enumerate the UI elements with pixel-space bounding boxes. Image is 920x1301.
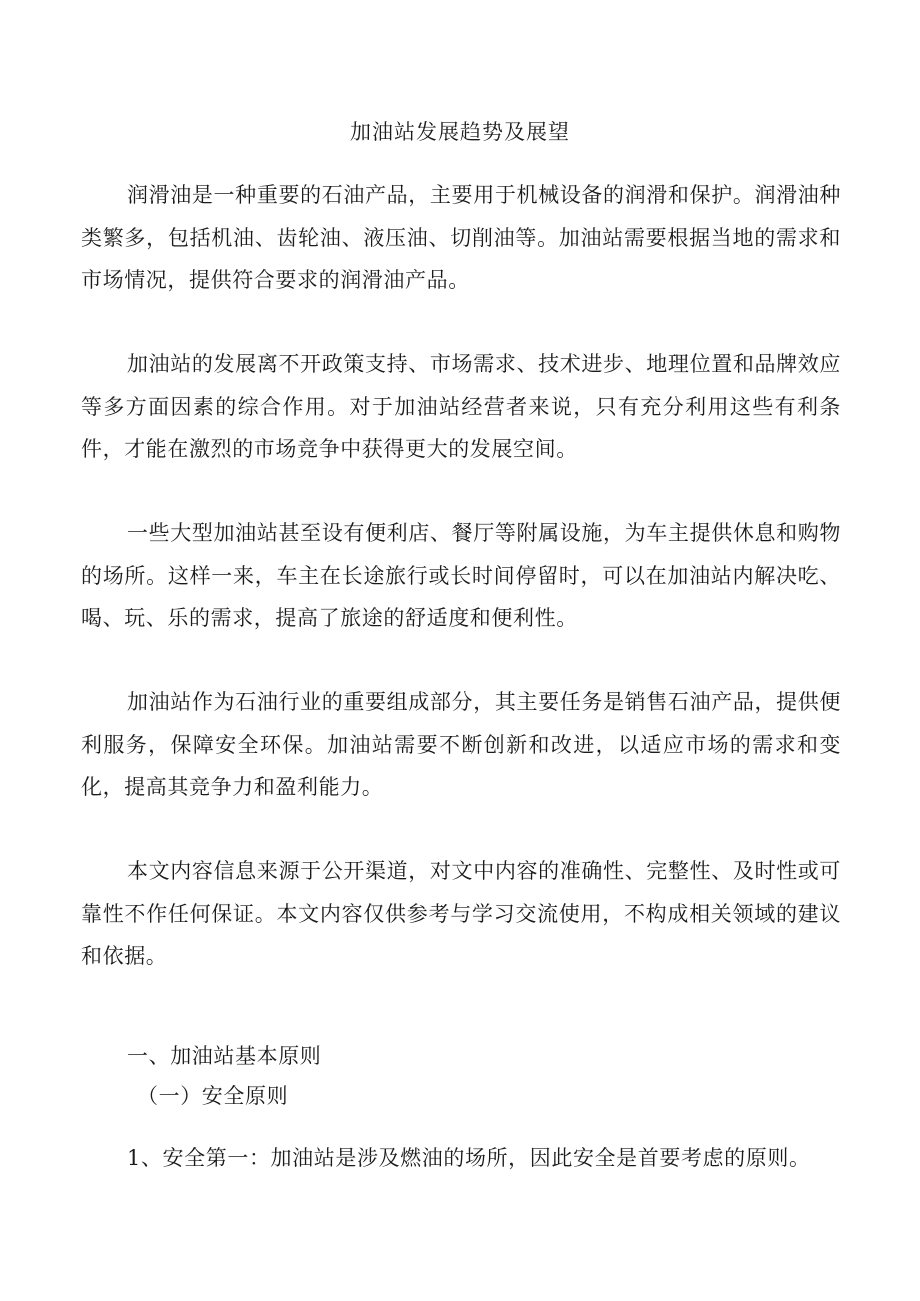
document-title: 加油站发展趋势及展望 [350,120,570,144]
paragraph-development-factors: 加油站的发展离不开政策支持、市场需求、技术进步、地理位置和品牌效应等多方面因素的综合作用。对于加油站经营者来说，只有充分利用这些有利条件，才能在激烈的市场竞争中获得更大的发展空间。 [81,352,841,461]
paragraph-disclaimer: 本文内容信息来源于公开渠道，对文中内容的准确性、完整性、及时性或可靠性不作任何保证。本文内容仅供参考与学习交流使用，不构成相关领域的建议和依据。 [81,859,841,968]
paragraph-facilities: 一些大型加油站甚至设有便利店、餐厅等附属设施，为车主提供休息和购物的场所。这样一来，车主在长途旅行或长时间停留时，可以在加油站内解决吃、喝、玩、乐的需求，提高了旅途的舒适度和便利性。 [81,521,841,630]
paragraph-lubricants: 润滑油是一种重要的石油产品，主要用于机械设备的润滑和保护。润滑油种类繁多，包括机油、齿轮油、液压油、切削油等。加油站需要根据当地的需求和市场情况，提供符合要求的润滑油产品。 [81,183,841,292]
list-item-safety-first: 1、安全第一：加油站是涉及燃油的场所，因此安全是首要考虑的原则。 [127,1146,811,1170]
subsection-heading: （一）安全原则 [137,1084,289,1108]
paragraph-industry-role: 加油站作为石油行业的重要组成部分，其主要任务是销售石油产品，提供便利服务，保障安全环保。加油站需要不断创新和改进，以适应市场的需求和变化，提高其竞争力和盈利能力。 [81,690,841,799]
section-heading: 一、加油站基本原则 [127,1044,322,1068]
